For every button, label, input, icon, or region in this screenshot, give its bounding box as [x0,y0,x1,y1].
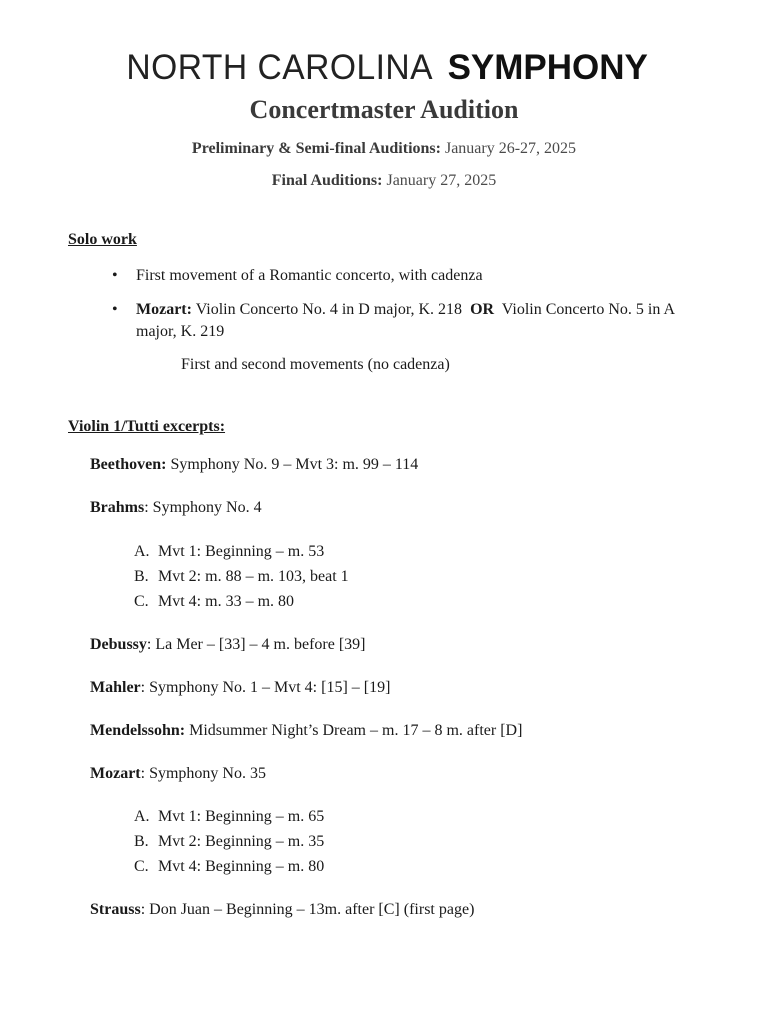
excerpt-brahms [90,499,262,517]
composer-name: Beethoven: [90,456,167,473]
final-date: January 27, 2025 [386,172,497,189]
item-letter: A. [134,808,150,825]
tutti-heading: Violin 1/Tutti excerpts: [68,418,226,435]
final-date-line [0,172,768,190]
excerpt-mahler [90,679,390,697]
composer-name: Debussy [90,636,147,653]
list-item [134,854,324,879]
item-text: Mvt 2: Beginning – m. 35 [158,833,325,850]
excerpt-beethoven [90,456,418,474]
solo-note: First and second movements (no cadenza) [181,356,450,373]
composer-name: Brahms [90,499,145,516]
excerpt-text: Midsummer Night’s Dream – m. 17 – 8 m. after [D] [189,722,523,739]
solo-item-text: First movement of a Romantic concerto, with cadenza [136,267,483,284]
excerpt-text: : Symphony No. 35 [140,765,266,782]
solo-heading: Solo work [68,231,137,248]
item-letter: C. [134,593,149,610]
brahms-movements [134,539,349,614]
list-item [134,589,349,614]
excerpt-text: : La Mer – [33] – 4 m. before [39] [146,636,366,653]
excerpt-strauss [90,901,474,919]
or-separator: OR [470,301,495,318]
list-item [112,265,692,287]
item-letter: A. [134,543,150,560]
list-item [134,539,349,564]
list-item [134,564,349,589]
excerpt-mendelssohn [90,722,522,740]
item-text: Mvt 4: m. 33 – m. 80 [158,593,295,610]
excerpt-text: : Don Juan – Beginning – 13m. after [C] (first page) [140,901,475,918]
mozart-movements [134,804,324,879]
excerpt-debussy [90,636,366,654]
solo-list [112,265,692,355]
composer-name: Mahler [90,679,141,696]
prelim-dates-line [0,140,768,158]
composer-name: Strauss [90,901,141,918]
composer-name: Mendelssohn: [90,722,186,739]
org-logo [0,50,768,85]
excerpt-mozart [90,765,266,783]
item-letter: C. [134,858,149,875]
bullet-icon: • [112,267,118,284]
prelim-dates: January 26-27, 2025 [444,140,577,157]
composer-name: Mozart: [136,301,192,318]
composer-name: Mozart [90,765,141,782]
item-text: Mvt 1: Beginning – m. 65 [158,808,325,825]
list-item [112,299,692,343]
org-name-bold: SYMPHONY [447,48,648,87]
list-item [134,804,324,829]
item-text: Mvt 1: Beginning – m. 53 [158,543,325,560]
excerpt-text: : Symphony No. 1 – Mvt 4: [15] – [19] [140,679,391,696]
final-label: Final Auditions: [271,172,383,189]
item-text: Mvt 2: m. 88 – m. 103, beat 1 [158,568,349,585]
prelim-label: Preliminary & Semi-final Auditions: [191,140,441,157]
org-name-light: NORTH CAROLINA [126,48,434,87]
document-title: Concertmaster Audition [249,95,519,124]
item-letter: B. [134,568,149,585]
excerpt-text: Symphony No. 9 – Mvt 3: m. 99 – 114 [170,456,419,473]
item-text: Mvt 4: Beginning – m. 80 [158,858,325,875]
solo-item-text: Violin Concerto No. 4 in D major, K. 218 [195,301,463,318]
list-item [134,829,324,854]
excerpt-text: : Symphony No. 4 [144,499,262,516]
bullet-icon: • [112,301,118,318]
solo-item-text: Violin Concerto No. 5 in A major, K. 219 [136,301,675,340]
item-letter: B. [134,833,149,850]
